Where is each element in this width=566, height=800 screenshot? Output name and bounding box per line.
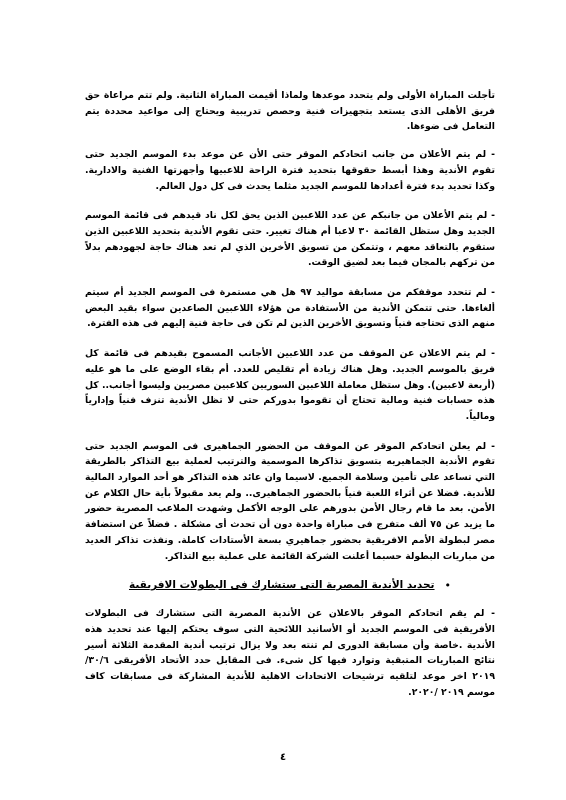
paragraph-african-clubs: - لم يقم اتحادكم الموقر بالاعلان عن الأندية المصرية التى ستشارك فى البطولات الأفريقية فى الموسم الجديد أو الأسانيد اللائحية التى سوف يحتكم إليها عند تحديد هذه الأندية .خاصة وأن مسابقة الدورى لم تنته بعد ولا يزال ترتيب أندية المقدمة الثلاثة أسير نتائج المباريات المتبقية وتوارد فيها كل شىء. فى المقابل حدد الأتحاد الأفريقى ٣٠/٦/ ٢٠١٩ اخر موعد لتلقيه ترشيحات الاتحادات الاهلية للأندية المشاركة فى مسابقات كاف موسم ٢٠١٩ /٢٠٢٠. [85,608,495,698]
section-heading-text: تحديد الأندية المصرية التى ستشارك فى البطولات الافريقية [128,579,435,592]
paragraph-season-start: - لم يتم الأعلان من جانب اتحادكم الموقر حتى الأن عن موعد بدء الموسم الجديد حتى تقوم الأندية وهذا أبسط حقوقها بتحديد فترة الراحة للاعبيها وأجهزتها الفنية والادارية. وكذا تحديد بدء فترة أعدادها للموسم الجديد مثلما يحدث فى كل دول العالم. [85,149,495,192]
paragraph-squad-list: - لم يتم الأعلان من جانبكم عن عدد اللاعبين الذين يحق لكل ناد قيدهم فى قائمة الموسم الجديد وهل ستظل القائمة ٣٠ لاعبا أم هناك تغيير. حتى تقوم الأندية بتحديد اللاعبين الذين ستقوم بالتعاقد معهم ، وتتمكن من تسويق الأخرين الذي لم تعد هناك حاجة لجهودهم بدلاً من تركهم بالمجان فيما بعد لضيق الوقت. [85,210,495,269]
bullet-icon: • [444,578,452,592]
paragraph-fan-attendance: - لم يعلن اتحادكم الموقر عن الموقف من الحضور الجماهيرى فى الموسم الجديد حتى تقوم الأندية الجماهيريه بتسويق تذاكرها الموسمية والترتيب لعملية بيع التذاكر بالطريقة التي تساعد على تأمين وسلامة الجميع. لاسيما وان عائد هذه التذاكر هو أحد الموارد المالية للأندية. فضلا عن أثراء اللعبة فنياً بالحضور الجماهيرى.. ولم يعد مقبولاً بأية حال الكلام عن الأمن. بعد ما قام رجال الأمن بدورهم على الوجه الأكمل وشهدت الملاعب المصرية حضور ما يزيد عن ٧٥ ألف متفرج فى مباراة واحدة دون أن تحدث أى مشكلة . فضلاً عن استضافة مصر لبطولة الأمم الافريقية بحضور جماهيري بسعة الأستادات كاملة. ونفذت تذاكر العديد من مباريات البطولة حسبما أعلنت الشركة القائمة على عملية بيع التذاكر. [85,440,495,562]
document-body [85,88,495,715]
paragraph-first-match: تأجلت المباراة الأولى ولم يتحدد موعدها ولماذا أقيمت المباراة الثانية. ولم تتم مراعاة حق فريق الأهلى الذى يستعد بتجهيزات فنية وحصص تدريبية ويحتاج إلى مواعيد محددة يتم التعامل فى ضوءها. [85,90,495,133]
page-number: ٤ [279,752,287,763]
section-heading [85,578,495,592]
paragraph-foreign-players: - لم يتم الاعلان عن الموقف من عدد اللاعبين الأجانب المسموح بقيدهم فى قائمة كل فريق بالموسم الجديد. وهل هناك زيادة أم تقليص للعدد. أم بقاء الوضع على ما هو عليه (أربعة لاعبين). وهل ستظل معاملة اللاعبين السوريين كلاعبين مصريين وليسوا أجانب.. كل هذه حسابات فنية ومالية تحتاج أن تقوموا بدوركم حتى لا تظل الأندية تنزف فنياً وإدارياً ومالياً. [85,348,495,422]
paragraph-u97-competition: - لم تتحدد موقفكم من مسابقة مواليد ٩٧ هل هي مستمرة فى الموسم الجديد أم سيتم ألغاءها. حتى تتمكن الأندية من الأستفادة من هؤلاء اللاعبين الصاعدين سواء بقيد البعض منهم الذى تحتاجه فنياً وتسويق الأخرين الذين لم تكن فى حاجة فنية إليهم فى هذه الفترة. [85,287,495,330]
